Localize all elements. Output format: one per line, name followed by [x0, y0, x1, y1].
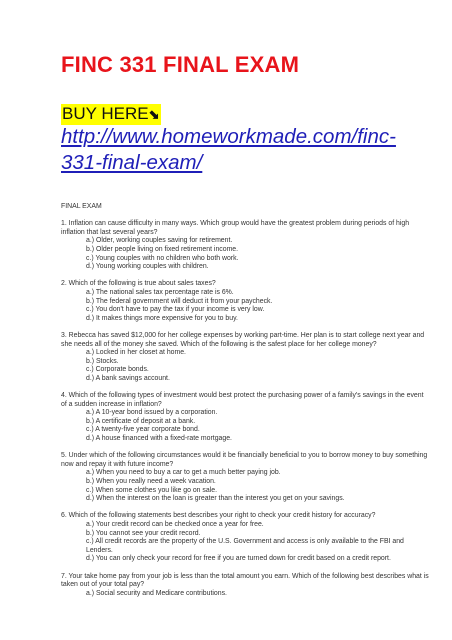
answer-options [61, 409, 431, 443]
answer-option: b.) You cannot see your credit record. [86, 529, 201, 537]
page-title: FINC 331 FINAL EXAM [61, 52, 300, 77]
question-item [61, 452, 431, 504]
question-text: 5. Under which of the following circumstances would it be financially beneficial to you to borrow money to buy something now and repay it with future income? [61, 452, 428, 468]
answer-options [61, 469, 431, 503]
answer-option: c.) A twenty-five year corporate bond. [86, 426, 200, 434]
question-item [61, 573, 431, 599]
exam-heading: FINAL EXAM [61, 203, 102, 210]
answer-options [61, 289, 431, 323]
answer-options [61, 349, 431, 383]
answer-option: d.) A bank savings account. [86, 374, 170, 382]
answer-option: a.) The national sales tax percentage rate is 6%. [86, 288, 234, 296]
answer-option: b.) When you really need a week vacation. [86, 478, 216, 485]
arrow-down-right-icon: ⬊ [148, 107, 160, 122]
answer-option: c.) When some clothes you like go on sale. [86, 486, 217, 494]
question-text: 6. Which of the following statements best describes your right to check your credit history for accuracy? [61, 512, 376, 520]
question-text: 1. Inflation can cause difficulty in many ways. Which group would have the greatest problem during periods of high inflation that last several years? [61, 220, 410, 236]
buy-here-text: BUY HERE [62, 104, 149, 123]
answer-option: a.) Social security and Medicare contributions. [86, 589, 227, 597]
question-item [61, 220, 431, 272]
question-item [61, 392, 431, 444]
answer-option: c.) Corporate bonds. [86, 366, 149, 374]
answer-option: a.) Locked in her closet at home. [86, 349, 186, 357]
question-text: 3. Rebecca has saved $12,000 for her college expenses by working part-time. Her plan is to start college next year and she needs all of the money she saved. Which of the following is the safest place for her college money? [61, 331, 425, 348]
answer-option: d.) It makes things more expensive for you to buy. [86, 314, 238, 322]
question-item [61, 280, 431, 323]
buy-here-label [61, 104, 161, 125]
question-item [61, 332, 431, 384]
answer-option: a.) A 10-year bond issued by a corporation. [86, 409, 218, 417]
answer-options [61, 237, 431, 271]
answer-option: b.) Older people living on fixed retirement income. [86, 245, 239, 253]
question-text: 2. Which of the following is true about sales taxes? [61, 280, 216, 288]
question-list [61, 220, 431, 598]
answer-option: a.) When you need to buy a car to get a much better paying job. [86, 469, 281, 477]
answer-option: d.) You can only check your record for free if you are turned down for credit based on a credit report. [86, 555, 391, 563]
question-text: 7. Your take home pay from your job is less than the total amount you earn. Which of the following best describes what is taken out of your total pay? [61, 572, 429, 589]
answer-option: d.) Young working couples with children. [86, 263, 209, 271]
question-item [61, 512, 431, 564]
question-text: 4. Which of the following types of investment would best protect the purchasing power of a family's savings in the event of a sudden increase in inflation? [61, 392, 424, 408]
answer-option: b.) A certificate of deposit at a bank. [86, 417, 196, 425]
answer-option: c.) Young couples with no children who both work. [86, 254, 239, 262]
exam-body [61, 203, 431, 607]
product-link[interactable]: http://www.homeworkmade.com/finc-331-final-exam/ [61, 125, 396, 174]
answer-option: c.) You don't have to pay the tax if your income is very low. [86, 306, 265, 314]
answer-option: b.) Stocks. [86, 357, 119, 365]
answer-option: a.) Older, working couples saving for retirement. [86, 237, 233, 245]
answer-options [61, 590, 431, 599]
answer-option: c.) All credit records are the property of the U.S. Government and access is only available to the FBI and Lenders. [86, 538, 404, 554]
answer-option: d.) A house financed with a fixed-rate mortgage. [86, 435, 232, 443]
answer-option: d.) When the interest on the loan is greater than the interest you get on your savings. [86, 495, 345, 503]
answer-option: a.) Your credit record can be checked once a year for free. [86, 520, 264, 528]
answer-option: b.) The federal government will deduct it from your paycheck. [86, 297, 273, 305]
answer-options [61, 521, 431, 564]
